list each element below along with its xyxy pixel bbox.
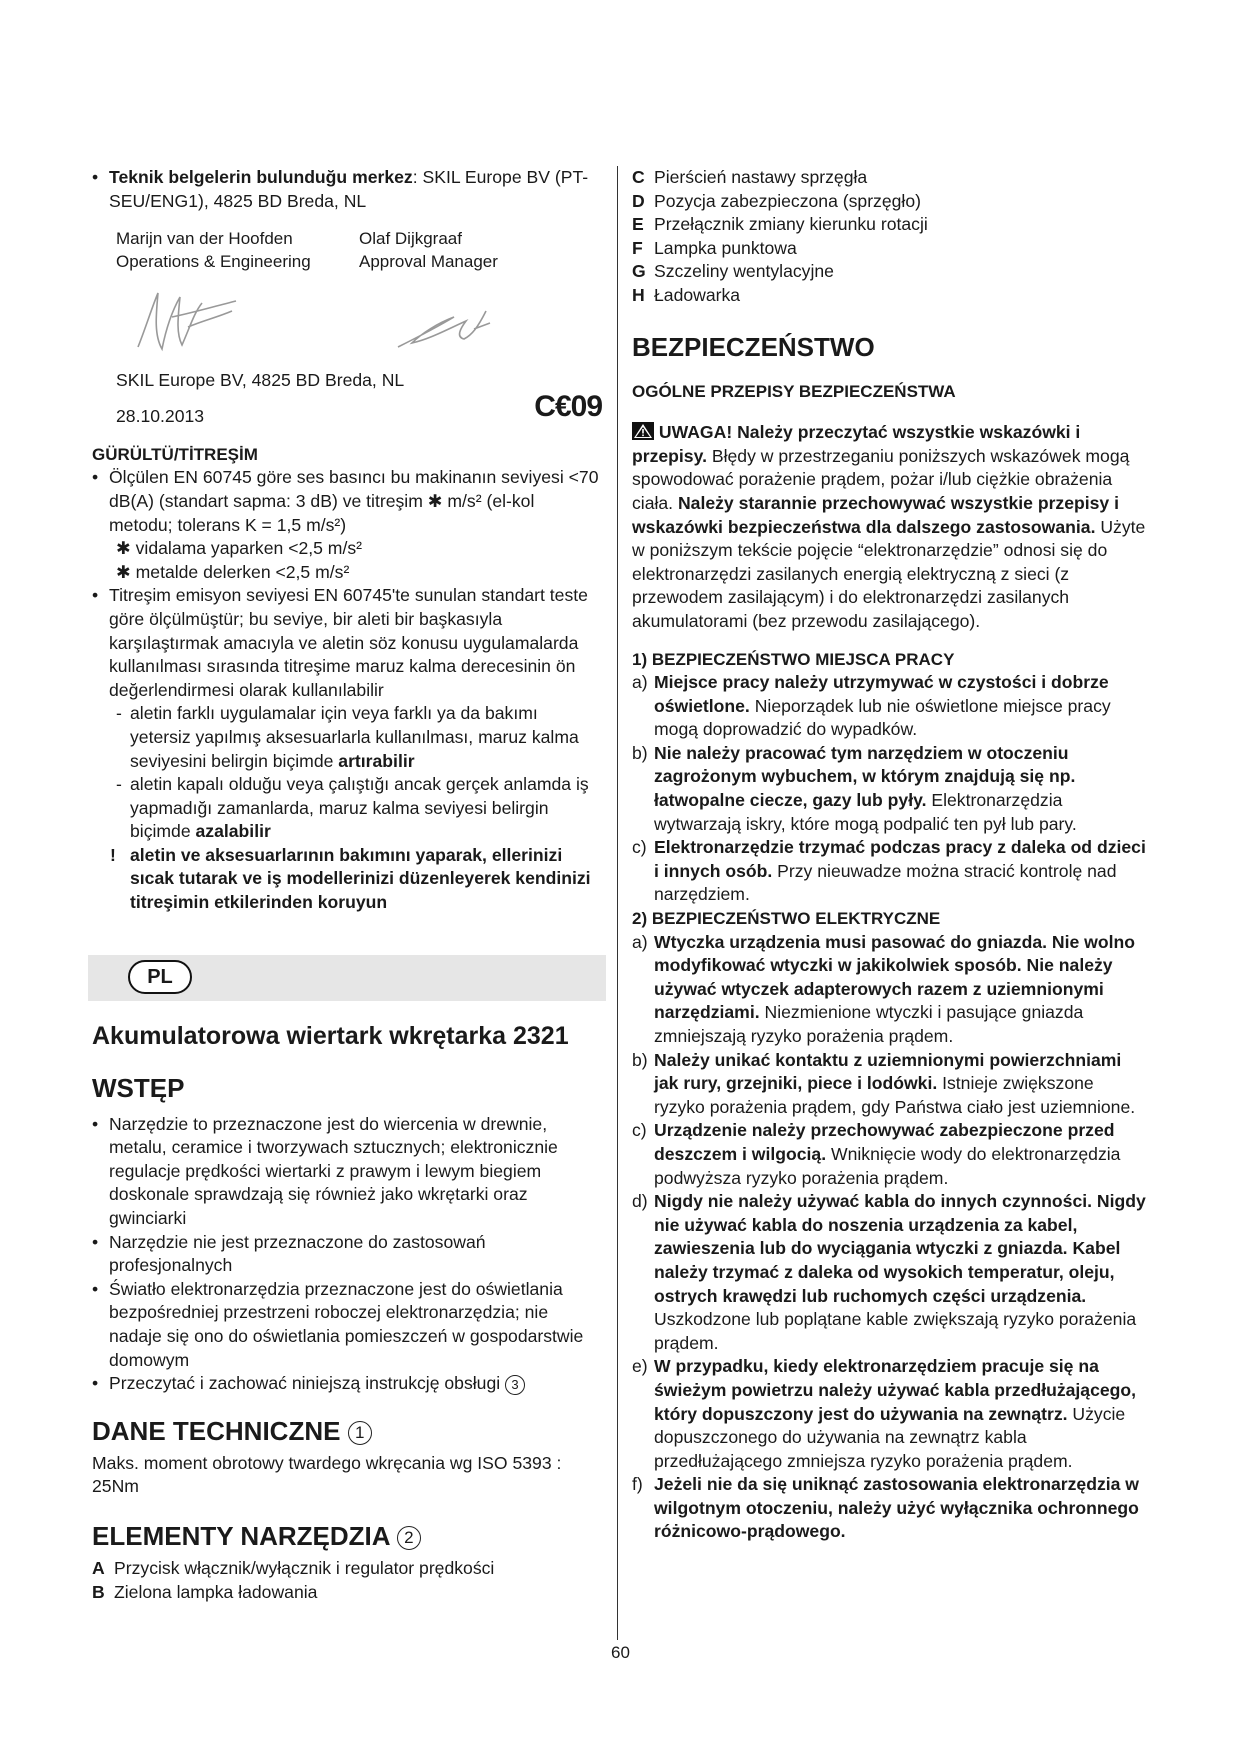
signature-2-image: [394, 299, 494, 355]
ref-2-icon: 2: [397, 1526, 421, 1550]
page-number: 60: [611, 1643, 630, 1662]
electrical-d: d) Nigdy nie należy używać kabla do innych czynności. Nigdy nie używać kabla do noszenia urządzenia za kabel, zawieszenia lub do wyciągania wtyczki z gniazda. Kabel należy trzymać z daleka od wysokich temperatur, oleju, ostrych krawędzi lub ruchomych części urządzenia. Uszkodzone lub poplątane kable zwiększają ryzyko porażenia prądem.: [632, 1191, 1146, 1353]
product-title: Akumulatorowa wiertark wkrętarka 2321: [92, 1021, 569, 1050]
intro-bullet-4: • Przeczytać i zachować niniejszą instrukcję obsługi 3: [92, 1372, 602, 1396]
company-address: SKIL Europe BV, 4825 BD Breda, NL: [116, 370, 405, 391]
ref-1-icon: 1: [348, 1421, 372, 1445]
part-f: F Lampka punktowa: [632, 237, 797, 258]
part-g: G Szczeliny wentylacyjne: [632, 261, 834, 282]
general-warning: UWAGA! Należy przeczytać wszystkie wskazówki i przepisy. Błędy w przestrzeganiu poniższych wskazówek mogą spowodować porażenie prądem, pożar i/lub ciężkie obrażenia ciała. Należy starannie przechowywać wszystkie przepisy i wskazówki bezpieczeństwa dla dalszego zastosowania. Użyte w poniższym tekście pojęcie “elektronarzędzie” odnosi się do elektronarzędzi zasilanych energią elektryczną z sieci (z przewodem zasilającym) i do elektronarzędzi zasilanych akumulatorami (bez przewodu zasilającego).: [632, 422, 1146, 631]
work-area-b: b) Nie należy pracować tym narzędziem w otoczeniu zagrożonym wybuchem, w którym znajdują się np. łatwopalne ciecze, gazy lub pyły. Elektronarzędzia wytwarzają iskry, które mogą podpalić ten pył lub pary.: [632, 742, 1077, 834]
signatories: [116, 227, 602, 273]
part-e: E Przełącznik zmiany kierunku rotacji: [632, 214, 928, 235]
ref-3-icon: 3: [505, 1375, 525, 1395]
electrical-b: b) Należy unikać kontaktu z uziemnionymi powierzchniami jak rury, grzejniki, piece i lodówki. Istnieje zwiększone ryzyko porażenia prądem, gdy Państwa ciało jest uziemnione.: [632, 1049, 1136, 1117]
noise-bullet-1: • Ölçülen EN 60745 göre ses basıncı bu makinanın seviyesi <70 dB(A) (standart sapma: 3 dB) ve titreşim ✱ m/s² (el-kol metodu; tolerans K = 1,5 m/s²): [92, 466, 602, 537]
electrical-heading: 2) BEZPIECZEŃSTWO ELEKTRYCZNE: [632, 909, 941, 929]
intro-heading: WSTĘP: [92, 1072, 185, 1103]
noise-bullet-2: • Titreşim emisyon seviyesi EN 60745'te sunulan standart teste göre ölçülmüştür; bu seviye, bir aleti bir başkasıyla karşılaştırmak amacıyla ve aletin söz konusu uygulamalarda kullanılması sırasında titreşime maruz kalma derecesinin ön değerlendirmesi olarak kullanılabilir: [92, 584, 602, 702]
signer-2-title: Approval Manager: [359, 252, 498, 272]
tech-spec: Maks. moment obrotowy twardego wkręcania wg ISO 5393 : 25Nm: [92, 1452, 562, 1497]
signer-1-title: Operations & Engineering: [116, 252, 311, 272]
tech-heading: DANE TECHNICZNE 1: [92, 1416, 602, 1446]
language-badge: PL: [128, 960, 192, 994]
right-column: [632, 166, 1147, 1544]
declaration-date: 28.10.2013: [116, 405, 205, 426]
part-c: C Pierścień nastawy sprzęgła: [632, 167, 868, 187]
work-area-a: a) Miejsce pracy należy utrzymywać w czystości i dobrze oświetlone. Nieporządek lub nie oświetlone miejsce pracy mogą doprowadzić do wypadków.: [632, 672, 1111, 740]
noise-sub-1: ✱ vidalama yaparken <2,5 m/s²: [116, 538, 363, 559]
intro-bullet-2: • Narzędzie nie jest przeznaczone do zastosowań profesjonalnych: [92, 1231, 602, 1278]
part-a: A Przycisk włącznik/wyłącznik i regulator prędkości: [92, 1557, 495, 1578]
signer-1-name: Marijn van der Hoofden: [116, 229, 293, 249]
part-h: H Ładowarka: [632, 284, 741, 305]
part-b: B Zielona lampka ładowania: [92, 1581, 318, 1602]
tech-file-location: • Teknik belgelerin bulunduğu merkez: SKIL Europe BV (PT-SEU/ENG1), 4825 BD Breda, NL: [92, 166, 602, 213]
noise-dash-2: - aletin kapalı olduğu veya çalıştığı ancak gerçek anlamda iş yapmadığı zamanlarda, maruz kalma seviyesi belirgin biçimde azalabilir: [116, 774, 589, 842]
warning-icon: [632, 422, 654, 440]
part-d: D Pozycja zabezpieczona (sprzęgło): [632, 190, 921, 211]
safety-heading: BEZPIECZEŃSTWO: [632, 331, 875, 362]
intro-bullet-3: • Światło elektronarzędzia przeznaczone jest do oświetlania bezpośredniej przestrzeni roboczej elektronarzędzia; nie nadaje się ono do oświetlania pomieszczeń w gospodarstwie domowym: [92, 1278, 602, 1372]
noise-heading: GÜRÜLTÜ/TİTREŞİM: [92, 444, 258, 464]
ce-mark: C€09: [534, 389, 602, 423]
language-bar: [88, 955, 606, 1001]
left-column: [92, 166, 602, 1604]
column-divider: [617, 166, 618, 1640]
general-safety-heading: OGÓLNE PRZEPISY BEZPIECZEŃSTWA: [632, 381, 956, 401]
noise-warning: ! aletin ve aksesuarlarının bakımını yaparak, ellerinizi sıcak tutarak ve iş modellerinizi düzenleyerek kendinizi titreşimin etkilerinden koruyun: [110, 844, 591, 913]
electrical-f: f) Jeżeli nie da się uniknąć zastosowania elektronarzędzia w wilgotnym otoczeniu, należy użyć wyłącznika ochronnego różnicowo-prądowego.: [632, 1474, 1139, 1542]
intro-bullet-1: • Narzędzie to przeznaczone jest do wiercenia w drewnie, metalu, ceramice i tworzywach sztucznych; elektronicznie regulacje prędkości wiertarki z prawym i lewym biegiem doskonale sprawdzają się również jako wkrętarki oraz gwinciarki: [92, 1113, 602, 1231]
electrical-e: e) W przypadku, kiedy elektronarzędziem pracuje się na świeżym powietrzu należy używać kabla przedłużającego, który dopuszczony jest do używania na zewnątrz. Użycie dopuszczonego do używania na zewnątrz kabla przedłużającego zmniejsza ryzyko porażenia prądem.: [632, 1356, 1137, 1471]
work-area-heading: 1) BEZPIECZEŃSTWO MIEJSCA PRACY: [632, 649, 955, 669]
signer-2-name: Olaf Dijkgraaf: [359, 229, 462, 249]
electrical-c: c) Urządzenie należy przechowywać zabezpieczone przed deszczem i wilgocią. Wniknięcie wody do elektronarzędzia podwyższa ryzyko porażenia prądem.: [632, 1120, 1121, 1188]
electrical-a: a) Wtyczka urządzenia musi pasować do gniazda. Nie wolno modyfikować wtyczki w jakikolwiek sposób. Nie należy używać wtyczek adapterowych razem z uziemnionymi narzędziami. Niezmienione wtyczki i pasujące gniazda zmniejszają ryzyko porażenia prądem.: [632, 931, 1135, 1046]
signature-1-image: [132, 287, 242, 355]
parts-heading: ELEMENTY NARZĘDZIA 2: [92, 1521, 602, 1551]
work-area-c: c) Elektronarzędzie trzymać podczas pracy z daleka od dzieci i innych osób. Przy nieuwadze można stracić kontrolę nad narzędziem.: [632, 837, 1146, 905]
noise-sub-2: ✱ metalde delerken <2,5 m/s²: [116, 561, 350, 582]
signatures: [92, 273, 602, 369]
noise-dash-1: - aletin farklı uygulamalar için veya farklı ya da bakımı yetersiz yapılmış aksesuarlarla kullanılması, maruz kalma seviyesini belirgin biçimde artırabilir: [116, 703, 579, 771]
